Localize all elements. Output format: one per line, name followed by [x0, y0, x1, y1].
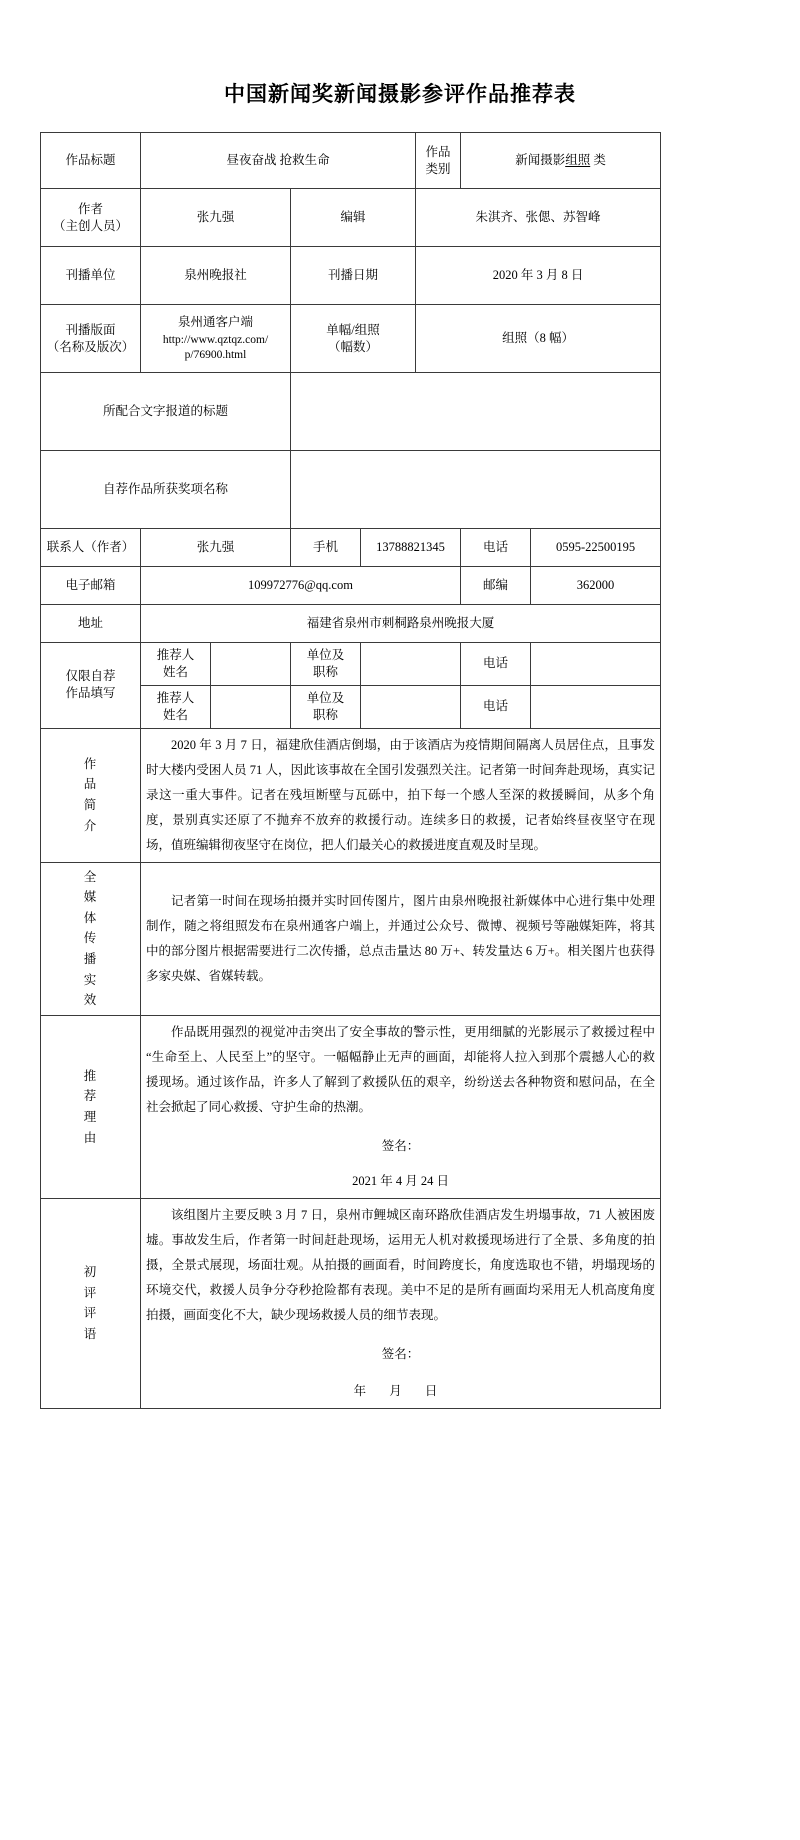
- label-work-category: [416, 133, 461, 189]
- value-recommender-name-2[interactable]: [211, 685, 291, 728]
- label-edition-line2: （名称及版次）: [46, 339, 135, 354]
- value-postcode: 362000: [531, 567, 661, 605]
- label-work-category-line1: 作品: [425, 144, 451, 159]
- label-recommender-unit-1-line1: 单位及: [306, 648, 345, 662]
- review-comment-signature-label: 签名：: [381, 1346, 420, 1361]
- page-title: 中国新闻奖新闻摄影参评作品推荐表: [224, 82, 576, 106]
- table-row-summary: [41, 728, 661, 862]
- table-row-recommend-reason: [41, 1015, 661, 1198]
- table-row-companion-article: [41, 373, 661, 451]
- label-media-effect: [41, 862, 141, 1015]
- label-author: [41, 189, 141, 247]
- table-row-work-title: [41, 133, 661, 189]
- label-mobile: 手机: [291, 529, 361, 567]
- value-recommender-phone-2[interactable]: [531, 685, 661, 728]
- label-postcode: 邮编: [461, 567, 531, 605]
- review-comment-signature-ymd: 年 月 日: [353, 1383, 448, 1398]
- label-photo-count-line1: 单幅/组照: [326, 322, 380, 337]
- label-recommender-unit-2-line2: 职称: [312, 707, 338, 722]
- value-companion-article[interactable]: [291, 373, 661, 451]
- label-review-comment: [41, 1198, 141, 1408]
- value-address: 福建省泉州市刺桐路泉州晚报大厦: [141, 605, 661, 643]
- value-work-category: [461, 133, 661, 189]
- table-row-review-comment: [41, 1198, 661, 1408]
- table-row-publisher: [41, 247, 661, 305]
- table-row-edition: [41, 305, 661, 373]
- label-recommender-unit-1-line2: 职称: [312, 664, 338, 679]
- label-recommend-reason-text: 推荐理由: [83, 1068, 98, 1145]
- label-recommender-name-2-line2: 姓名: [162, 707, 188, 722]
- value-recommender-unit-2[interactable]: [361, 685, 461, 728]
- label-self-award: 自荐作品所获奖项名称: [41, 451, 291, 529]
- label-editor: 编辑: [291, 189, 416, 247]
- label-contact-person: 联系人（作者）: [41, 529, 141, 567]
- value-edition-url-line2: p/76900.html: [184, 349, 247, 362]
- label-recommend-reason: [41, 1015, 141, 1198]
- value-summary: [141, 728, 661, 862]
- category-prefix: 新闻摄影: [515, 152, 566, 167]
- value-review-comment: [141, 1198, 661, 1408]
- label-self-recommend-only: [41, 643, 141, 729]
- label-edition: [41, 305, 141, 373]
- label-recommender-name-2: [141, 685, 211, 728]
- table-row-address: [41, 605, 661, 643]
- label-review-comment-text: 初评评语: [83, 1265, 98, 1341]
- label-recommender-unit-2-line1: 单位及: [306, 690, 345, 705]
- label-recommender-name-2-line1: 推荐人: [156, 690, 195, 705]
- value-recommender-phone-1[interactable]: [531, 643, 661, 686]
- value-mobile: 13788821345: [361, 529, 461, 567]
- label-recommender-phone-1: 电话: [461, 643, 531, 686]
- label-phone: 电话: [461, 529, 531, 567]
- table-row-contact: [41, 529, 661, 567]
- label-self-recommend-line2: 作品填写: [65, 686, 116, 701]
- label-recommender-unit-1: [291, 643, 361, 686]
- value-edition-url-line1: http://www.qztqz.com/: [162, 333, 269, 346]
- value-recommend-reason: [141, 1015, 661, 1198]
- category-value: 组照: [565, 152, 591, 167]
- value-edition-line1: 泉州通客户端: [177, 315, 253, 330]
- value-editor: 朱淇齐、张偲、苏智峰: [416, 189, 661, 247]
- table-row-email: [41, 567, 661, 605]
- label-recommender-name-1-line1: 推荐人: [156, 648, 195, 662]
- category-suffix: 类: [593, 152, 606, 167]
- review-comment-paragraph: 该组图片主要反映 3 月 7 日，泉州市鲤城区南环路欣佳酒店发生坍塌事故，71 人被困废墟。事故发生后，作者第一时间赶赴现场，运用无人机对救援现场进行了全景、多角度的拍摄，全景式展现，场面壮观。从拍摄的画面看，时间跨度长，角度选取也不错，坍塌现场的环境交代，救援人员争分夺秒抢险都有表现。美中不足的是所有画面均采用无人机高度角度拍摄，画面变化不大，缺少现场救援人员的细节表现。: [146, 1207, 656, 1322]
- label-companion-article: 所配合文字报道的标题: [41, 373, 291, 451]
- table-row-media-effect: [41, 862, 661, 1015]
- recommendation-form-table: [40, 132, 661, 1409]
- value-self-award[interactable]: [291, 451, 661, 529]
- label-work-category-line2: 类别: [425, 161, 451, 176]
- label-recommender-unit-2: [291, 685, 361, 728]
- value-media-effect: [141, 862, 661, 1015]
- table-row-author: [41, 189, 661, 247]
- label-recommender-name-1: [141, 643, 211, 686]
- label-self-recommend-line1: 仅限自荐: [65, 669, 116, 684]
- label-publish-date: 刊播日期: [291, 247, 416, 305]
- summary-paragraph: 2020 年 3 月 7 日，福建欣佳酒店倒塌，由于该酒店为疫情期间隔离人员居住点，且事发时大楼内受困人员 71 人，因此该事故在全国引发强烈关注。记者第一时间奔赴现场，真实记录这一重大事件。记者在残垣断壁与瓦砾中，拍下每一个感人至深的救援瞬间，从多个角度，景别真实还原了不抛弃不放弃的救援行动。连续多日的救援，记者始终昼夜坚守在现场，值班编辑彻夜坚守在岗位，把人们最关心的救援进度直观及时呈现。: [146, 737, 656, 852]
- value-recommender-name-1[interactable]: [211, 643, 291, 686]
- value-publish-date: 2020 年 3 月 8 日: [416, 247, 661, 305]
- table-row-self-award: [41, 451, 661, 529]
- label-edition-line1: 刊播版面: [65, 322, 116, 337]
- value-publisher: 泉州晚报社: [141, 247, 291, 305]
- value-phone: 0595-22500195: [531, 529, 661, 567]
- value-recommender-unit-1[interactable]: [361, 643, 461, 686]
- label-photo-count-line2: （幅数）: [328, 339, 379, 354]
- label-photo-count: [291, 305, 416, 373]
- value-email: 109972776@qq.com: [141, 567, 461, 605]
- value-photo-count: 组照（8 幅）: [416, 305, 661, 373]
- value-work-title: 昼夜奋战 抢救生命: [141, 133, 416, 189]
- table-row-recommender-1: [41, 643, 661, 686]
- media-effect-paragraph: 记者第一时间在现场拍摄并实时回传图片，图片由泉州晚报社新媒体中心进行集中处理制作，随之将组照发布在泉州通客户端上，并通过公众号、微博、视频号等融媒矩阵，将其中的部分图片根据需要进行二次传播，总点击量达 80 万+、转发量达 6 万+。相关图片也获得多家央媒、省媒转载。: [146, 893, 656, 983]
- label-publisher: 刊播单位: [41, 247, 141, 305]
- recommend-reason-signature-date: 2021 年 4 月 24 日: [352, 1173, 449, 1188]
- label-author-line2: （主创人员）: [52, 218, 128, 233]
- label-media-effect-text: 全媒体传播实效: [83, 869, 98, 1008]
- recommend-reason-signature-label: 签名：: [381, 1138, 420, 1153]
- label-email: 电子邮箱: [41, 567, 141, 605]
- label-recommender-phone-2: 电话: [461, 685, 531, 728]
- value-edition: [141, 305, 291, 373]
- label-summary-text: 作品简介: [83, 756, 98, 833]
- value-contact-person: 张九强: [141, 529, 291, 567]
- label-address: 地址: [41, 605, 141, 643]
- label-author-line1: 作者: [77, 201, 103, 216]
- label-work-title: 作品标题: [41, 133, 141, 189]
- label-summary: [41, 728, 141, 862]
- value-author: 张九强: [141, 189, 291, 247]
- recommend-reason-paragraph: 作品既用强烈的视觉冲击突出了安全事故的警示性，更用细腻的光影展示了救援过程中“生命至上、人民至上”的坚守。一幅幅静止无声的画面，却能将人拉入到那个震撼人心的救援现场。通过该作品，许多人了解到了救援队伍的艰辛，纷纷送去各种物资和慰问品，在全社会掀起了同心救援、守护生命的热潮。: [146, 1024, 656, 1114]
- label-recommender-name-1-line2: 姓名: [162, 664, 188, 679]
